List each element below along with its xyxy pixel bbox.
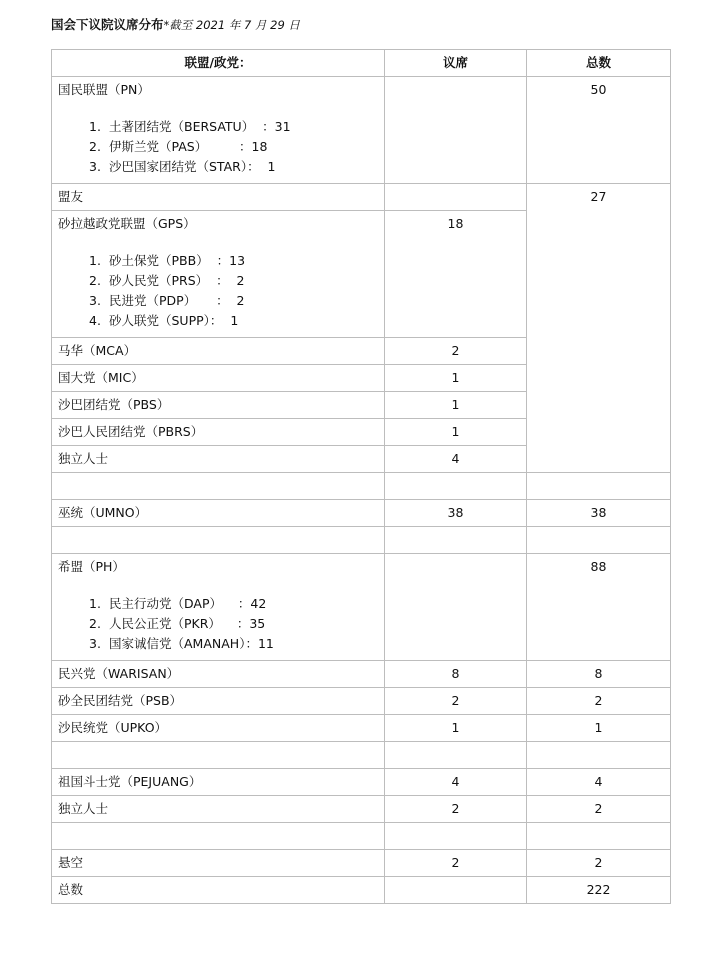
spacer-row [52,473,671,500]
ally-seats: 2 [385,338,527,365]
table-row [52,554,671,661]
table-row [52,688,671,715]
ally-name: 马华（MCA） [52,338,385,365]
grand-total-seats [385,877,527,904]
ph-members [58,594,378,654]
ally-seats: 1 [385,392,527,419]
ally-name: 沙巴团结党（PBS） [52,392,385,419]
party-name: 民兴党（WARISAN） [52,661,385,688]
grand-total-value: 222 [527,877,671,904]
party-total: 2 [527,688,671,715]
ally-seats: 1 [385,365,527,392]
ally-name: 国大党（MIC） [52,365,385,392]
independent-name: 独立人士 [52,796,385,823]
independent-seats: 2 [385,796,527,823]
gps-name: 砂拉越政党联盟（GPS） [58,216,196,231]
vacant-name: 悬空 [52,850,385,877]
list-item: 3. 民进党（PDP） ： 2 [89,293,245,308]
list-item: 2. 伊斯兰党（PAS） ：18 [89,139,268,154]
document-title: 国会下议院议席分布 [51,17,164,32]
party-seats: 2 [385,688,527,715]
pn-members [58,117,378,177]
independent-total: 2 [527,796,671,823]
list-item: 2. 人民公正党（PKR） ：35 [89,616,266,631]
list-item: 3. 国家诚信党（AMANAH）：11 [89,636,274,651]
party-name: 沙民统党（UPKO） [52,715,385,742]
list-item: 1. 砂土保党（PBB） ：13 [89,253,246,268]
umno-name: 巫统（UMNO） [52,500,385,527]
list-item: 1. 民主行动党（DAP） ：42 [89,596,267,611]
spacer-row [52,742,671,769]
spacer-row [52,823,671,850]
party-name: 砂全民团结党（PSB） [52,688,385,715]
table-row [52,877,671,904]
table-row [52,796,671,823]
grand-total-label: 总数 [52,877,385,904]
header-party: 联盟/政党： [52,50,385,77]
ph-total: 88 [527,554,671,661]
pn-name: 国民联盟（PN） [58,82,150,97]
pejuang-total: 4 [527,769,671,796]
umno-seats: 38 [385,500,527,527]
list-item: 3. 沙巴国家团结党（STAR）： 1 [89,159,276,174]
list-item: 1. 土著团结党（BERSATU） ：31 [89,119,291,134]
document-subtitle: *截至 2021 年 7 月 29 日 [163,18,300,32]
ally-name: 沙巴人民团结党（PBRS） [52,419,385,446]
document-title-line [51,15,300,33]
spacer-row [52,527,671,554]
party-seats: 1 [385,715,527,742]
table-row [52,850,671,877]
ally-seats: 1 [385,419,527,446]
gps-seats: 18 [385,211,527,338]
vacant-seats: 2 [385,850,527,877]
gps-members [58,251,378,331]
list-item: 4. 砂人联党（SUPP）： 1 [89,313,239,328]
pejuang-seats: 4 [385,769,527,796]
vacant-total: 2 [527,850,671,877]
table-row [52,769,671,796]
table-row [52,661,671,688]
ally-seats: 4 [385,446,527,473]
table-row [52,500,671,527]
ph-cell [52,554,385,661]
table-row [52,77,671,184]
table-row [52,184,671,211]
allies-total: 27 [527,184,671,473]
header-seats: 议席 [385,50,527,77]
party-seats: 8 [385,661,527,688]
ph-seats [385,554,527,661]
seat-distribution-table [51,49,671,904]
gps-cell [52,211,385,338]
pejuang-name: 祖国斗士党（PEJUANG） [52,769,385,796]
pn-cell [52,77,385,184]
party-total: 1 [527,715,671,742]
ph-name: 希盟（PH） [58,559,125,574]
pn-total: 50 [527,77,671,184]
pn-seats [385,77,527,184]
party-total: 8 [527,661,671,688]
allies-name: 盟友 [52,184,385,211]
header-row [52,50,671,77]
header-total: 总数 [527,50,671,77]
ally-name: 独立人士 [52,446,385,473]
table-row [52,715,671,742]
allies-seats [385,184,527,211]
umno-total: 38 [527,500,671,527]
list-item: 2. 砂人民党（PRS） ： 2 [89,273,245,288]
